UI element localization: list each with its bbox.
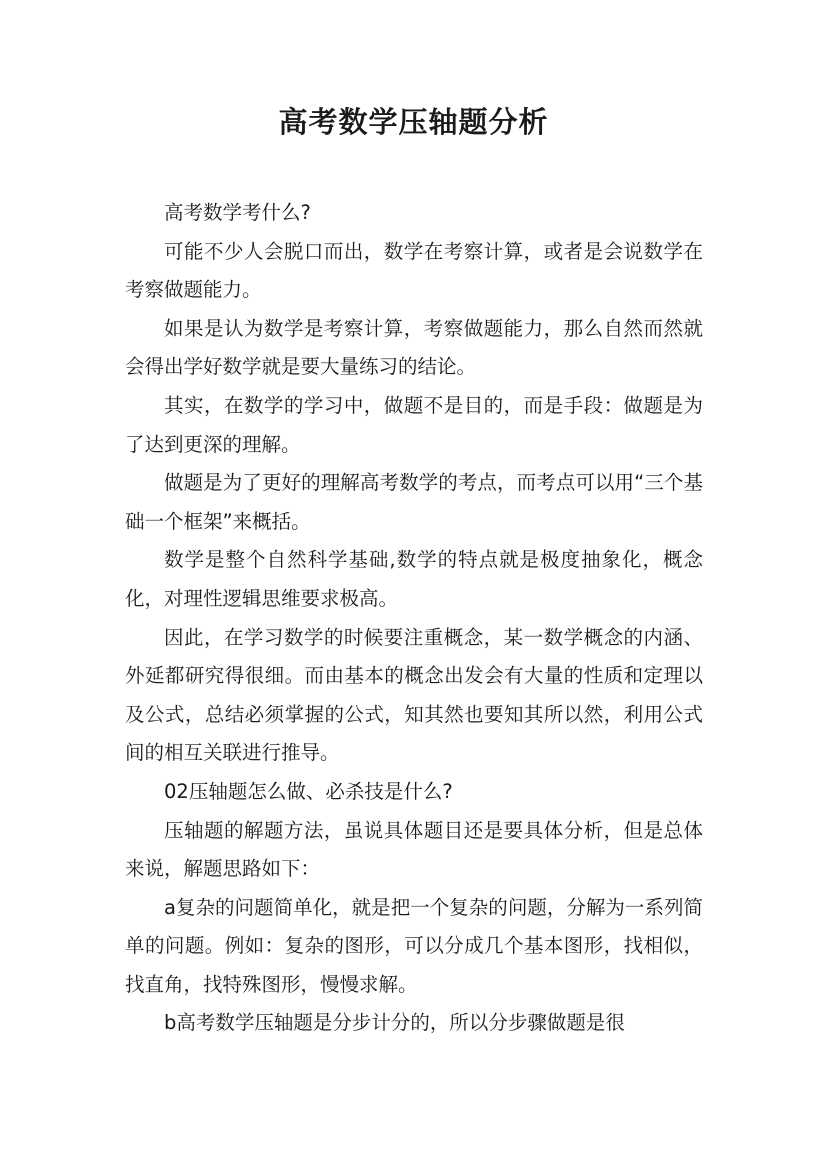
paragraph: 高考数学考什么?	[164, 201, 311, 224]
document-title: 高考数学压轴题分析	[278, 105, 549, 139]
paragraph: 数学是整个自然科学基础,数学的特点就是极度抽象化，概念化，对理性逻辑思维要求极高。	[125, 548, 703, 610]
paragraph: 其实，在数学的学习中，做题不是目的，而是手段：做题是为了达到更深的理解。	[125, 393, 703, 456]
section-heading: 02压轴题怎么做、必杀技是什么?	[164, 779, 453, 803]
paragraph: 可能不少人会脱口而出，数学在考察计算，或者是会说数学在考察做题能力。	[125, 239, 703, 302]
paragraph: a复杂的问题简单化，就是把一个复杂的问题，分解为一系列简单的问题。例如：复杂的图形，可以分成几个基本图形，找相似，找直角，找特殊图形，慢慢求解。	[125, 895, 703, 996]
document-body	[125, 194, 703, 1043]
paragraph: b高考数学压轴题是分步计分的，所以分步骤做题是很	[164, 1011, 625, 1035]
paragraph: 因此，在学习数学的时候要注重概念，某一数学概念的内涵、外延都研究得很细。而由基本的概念出发会有大量的性质和定理以及公式，总结必须掌握的公式，知其然也要知其所以然，利用公式间的相互关联进行推导。	[125, 625, 703, 765]
paragraph: 如果是认为数学是考察计算，考察做题能力，那么自然而然就会得出学好数学就是要大量练习的结论。	[125, 316, 703, 379]
paragraph: 压轴题的解题方法，虽说具体题目还是要具体分析，但是总体来说，解题思路如下：	[125, 818, 703, 881]
paragraph: 做题是为了更好的理解高考数学的考点，而考点可以用“三个基础一个框架”来概括。	[125, 471, 703, 533]
